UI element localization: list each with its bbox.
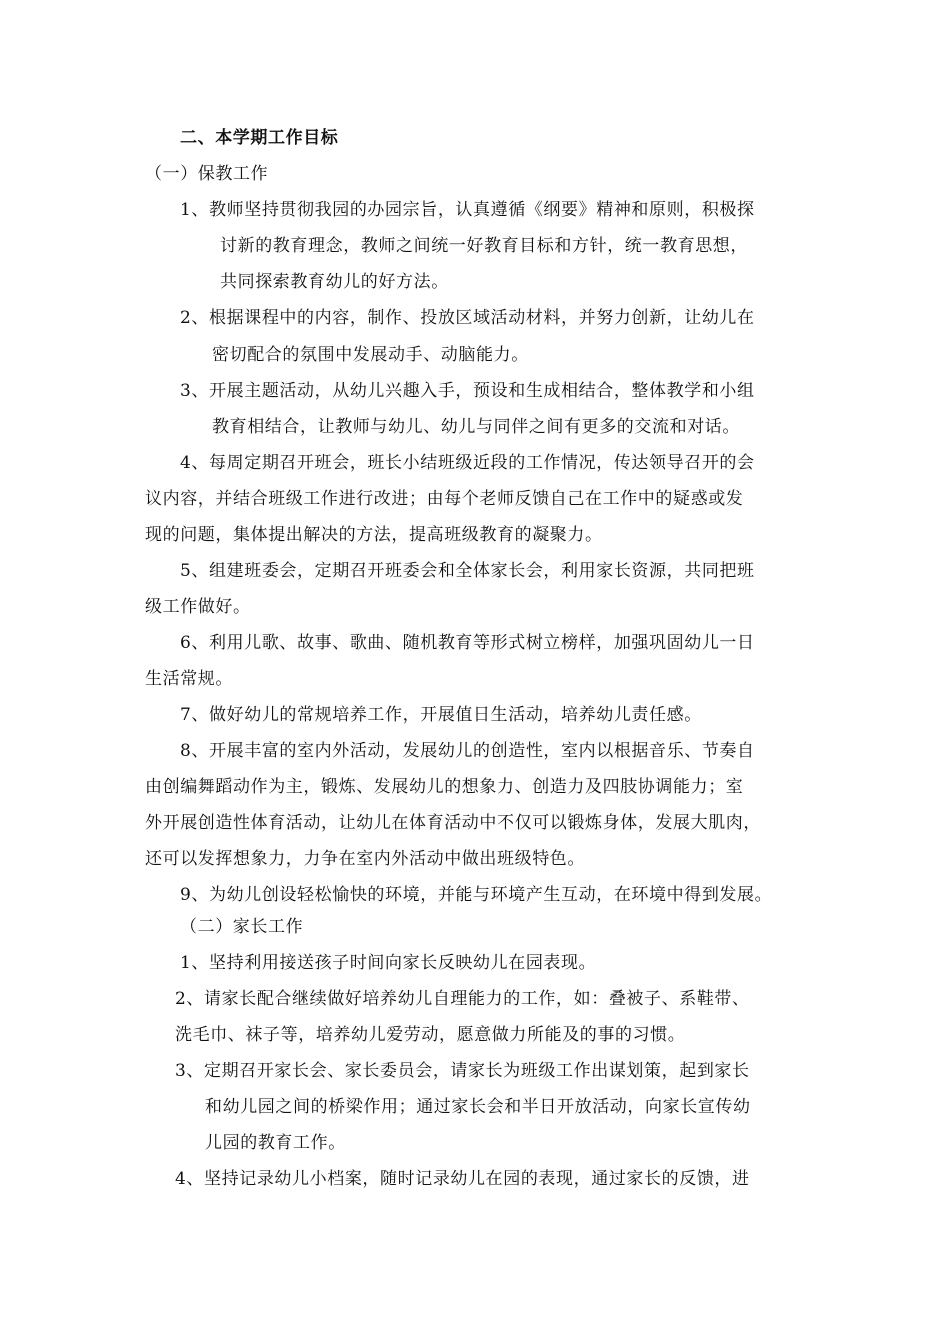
paragraph-line: 2、请家长配合继续做好培养幼儿自理能力的工作，如：叠被子、系鞋带、: [175, 989, 750, 1009]
paragraph-line: 2、根据课程中的内容，制作、投放区域活动材料，并努力创新，让幼儿在: [180, 308, 755, 328]
paragraph-line: 3、定期召开家长会、家长委员会，请家长为班级工作出谋划策，起到家长: [175, 1061, 750, 1081]
paragraph-line: 外开展创造性体育活动，让幼儿在体育活动中不仅可以锻炼身体，发展大肌肉，: [145, 813, 761, 833]
paragraph-line: 9、为幼儿创设轻松愉快的环境，并能与环境产生互动，在环境中得到发展。: [180, 885, 773, 905]
paragraph-line: 生活常规。: [145, 669, 233, 689]
paragraph-line: 1、教师坚持贯彻我园的办园宗旨，认真遵循《纲要》精神和原则，积极探: [180, 200, 755, 220]
paragraph-line: 共同探索教育幼儿的好方法。: [220, 272, 449, 292]
paragraph-line: 还可以发挥想象力，力争在室内外活动中做出班级特色。: [145, 849, 585, 869]
paragraph-line: 1、坚持利用接送孩子时间向家长反映幼儿在园表现。: [180, 953, 597, 973]
paragraph-line: 3、开展主题活动，从幼儿兴趣入手，预设和生成相结合，整体教学和小组: [180, 381, 755, 401]
paragraph-line: 级工作做好。: [145, 597, 251, 617]
paragraph-line: 儿园的教育工作。: [205, 1133, 346, 1153]
paragraph-line: 讨新的教育理念，教师之间统一好教育目标和方针，统一教育思想，: [220, 236, 748, 256]
paragraph-line: 4、坚持记录幼儿小档案，随时记录幼儿在园的表现，通过家长的反馈，进: [175, 1169, 750, 1189]
paragraph-line: 6、利用儿歌、故事、歌曲、随机教育等形式树立榜样，加强巩固幼儿一日: [180, 633, 755, 653]
section-heading: 二、本学期工作目标: [180, 128, 339, 148]
paragraph-line: 洗毛巾、袜子等，培养幼儿爱劳动，愿意做力所能及的事的习惯。: [175, 1025, 686, 1045]
subsection-title-parents: （二）家长工作: [180, 917, 304, 937]
paragraph-line: 由创编舞蹈动作为主，锻炼、发展幼儿的想象力、创造力及四肢协调能力；室: [145, 777, 744, 797]
paragraph-line: 4、每周定期召开班会，班长小结班级近段的工作情况，传达领导召开的会: [180, 453, 755, 473]
paragraph-line: 现的问题，集体提出解决的方法，提高班级教育的凝聚力。: [145, 525, 603, 545]
paragraph-line: 议内容，并结合班级工作进行改进；由每个老师反馈自己在工作中的疑惑或发: [145, 489, 744, 509]
subsection-title-education: （一）保教工作: [145, 164, 269, 184]
paragraph-line: 和幼儿园之间的桥梁作用；通过家长会和半日开放活动，向家长宣传幼: [205, 1097, 751, 1117]
paragraph-line: 密切配合的氛围中发展动手、动脑能力。: [212, 345, 529, 365]
paragraph-line: 5、组建班委会，定期召开班委会和全体家长会，利用家长资源，共同把班: [180, 561, 755, 581]
paragraph-line: 7、做好幼儿的常规培养工作，开展值日生活动，培养幼儿责任感。: [180, 705, 702, 725]
paragraph-line: 8、开展丰富的室内外活动，发展幼儿的创造性，室内以根据音乐、节奏自: [180, 741, 755, 761]
paragraph-line: 教育相结合，让教师与幼儿、幼儿与同伴之间有更多的交流和对话。: [212, 417, 740, 437]
